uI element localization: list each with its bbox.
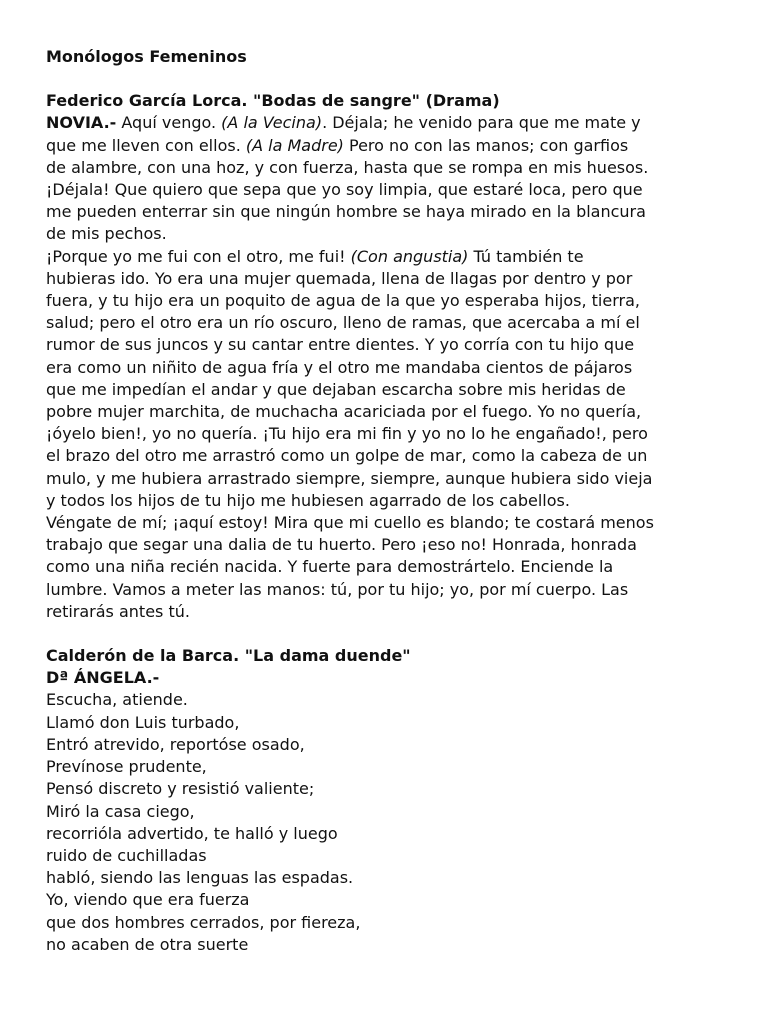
text-run: Llamó don Luis turbado, xyxy=(46,712,240,732)
stage-direction: (A la Vecina) xyxy=(221,113,323,133)
section-heading: Federico García Lorca. "Bodas de sangre" (Drama) xyxy=(46,91,500,111)
text-line xyxy=(46,889,736,911)
text-run: salud; pero el otro era un río oscuro, lleno de ramas, que acercaba a mí el xyxy=(46,313,640,333)
text-run: que dos hombres cerrados, por fiereza, xyxy=(46,912,361,932)
text-line xyxy=(46,223,736,245)
section-lorca xyxy=(46,90,736,623)
text-line xyxy=(46,667,736,689)
text-run: Pero no con las manos; con garfios xyxy=(343,135,629,155)
text-run: hubieras ido. Yo era una mujer quemada, llena de llagas por dentro y por xyxy=(46,268,633,288)
text-run: mulo, y me hubiera arrastrado siempre, siempre, aunque hubiera sido vieja xyxy=(46,468,653,488)
text-line xyxy=(46,912,736,934)
stage-direction: (A la Madre) xyxy=(245,135,344,155)
text-run: Miró la casa ciego, xyxy=(46,801,195,821)
section-body xyxy=(46,112,736,623)
stage-direction: (Con angustia) xyxy=(350,246,469,266)
text-run: que me impedían el andar y que dejaban escarcha sobre mis heridas de xyxy=(46,379,626,399)
text-line xyxy=(46,357,736,379)
text-line xyxy=(46,689,736,711)
text-line xyxy=(46,246,736,268)
text-run: no acaben de otra suerte xyxy=(46,934,249,954)
text-run: de mis pechos. xyxy=(46,224,167,244)
section-calderon xyxy=(46,645,736,956)
text-line xyxy=(46,512,736,534)
text-run: de alambre, con una hoz, y con fuerza, hasta que se rompa en mis huesos. xyxy=(46,157,649,177)
text-run: era como un niñito de agua fría y el otro me mandaba cientos de pájaros xyxy=(46,357,633,377)
text-line xyxy=(46,756,736,778)
text-run: Yo, viendo que era fuerza xyxy=(46,890,250,910)
section-body xyxy=(46,667,736,956)
text-run: recorrióla advertido, te halló y luego xyxy=(46,823,338,843)
text-line xyxy=(46,201,736,223)
text-run: me pueden enterrar sin que ningún hombre se haya mirado en la blancura xyxy=(46,202,646,222)
text-line xyxy=(46,179,736,201)
text-run: ¡óyelo bien!, yo no quería. ¡Tu hijo era mi fin y yo no lo he engañado!, pero xyxy=(46,424,648,444)
text-line xyxy=(46,268,736,290)
text-run: el brazo del otro me arrastró como un golpe de mar, como la cabeza de un xyxy=(46,446,648,466)
text-run: y todos los hijos de tu hijo me hubiesen agarrado de los cabellos. xyxy=(46,490,570,510)
text-line xyxy=(46,157,736,179)
text-line xyxy=(46,534,736,556)
text-run: Entró atrevido, reportóse osado, xyxy=(46,734,305,754)
text-run: Tú también te xyxy=(468,246,584,266)
text-run: como una niña recién nacida. Y fuerte para demostrártelo. Enciende la xyxy=(46,557,614,577)
text-run: . Déjala; he venido para que me mate y xyxy=(322,113,641,133)
text-line xyxy=(46,845,736,867)
text-run: pobre mujer marchita, de muchacha acariciada por el fuego. Yo no quería, xyxy=(46,402,642,422)
text-line xyxy=(46,867,736,889)
spacer xyxy=(46,68,736,90)
text-run: Véngate de mí; ¡aquí estoy! Mira que mi cuello es blando; te costará menos xyxy=(46,513,654,533)
text-run: lumbre. Vamos a meter las manos: tú, por tu hijo; yo, por mí cuerpo. Las xyxy=(46,579,629,599)
text-run: habló, siendo las lenguas las espadas. xyxy=(46,868,354,888)
text-run: rumor de sus juncos y su cantar entre dientes. Y yo corría con tu hijo que xyxy=(46,335,635,355)
text-run: ruido de cuchilladas xyxy=(46,845,207,865)
spacer xyxy=(46,623,736,645)
text-line xyxy=(46,801,736,823)
text-line xyxy=(46,823,736,845)
text-run: retirarás antes tú. xyxy=(46,601,190,621)
text-line xyxy=(46,712,736,734)
text-line xyxy=(46,934,736,956)
text-run: que me lleven con ellos. xyxy=(46,135,246,155)
text-run: fuera, y tu hijo era un poquito de agua de la que yo esperaba hijos, tierra, xyxy=(46,291,640,311)
text-line xyxy=(46,312,736,334)
text-line xyxy=(46,445,736,467)
text-run: ¡Déjala! Que quiero que sepa que yo soy limpia, que estaré loca, pero que xyxy=(46,180,643,200)
text-line xyxy=(46,490,736,512)
text-run: Escucha, atiende. xyxy=(46,690,188,710)
text-line xyxy=(46,401,736,423)
text-line xyxy=(46,734,736,756)
document-page xyxy=(46,46,736,956)
text-line xyxy=(46,379,736,401)
text-line xyxy=(46,135,736,157)
text-run: ¡Porque yo me fui con el otro, me fui! xyxy=(46,246,351,266)
speaker-label: Dª ÁNGELA.- xyxy=(46,668,160,688)
text-run: Prevínose prudente, xyxy=(46,757,207,777)
text-line xyxy=(46,112,736,134)
text-line xyxy=(46,556,736,578)
text-line xyxy=(46,601,736,623)
text-line xyxy=(46,579,736,601)
text-line xyxy=(46,334,736,356)
section-heading: Calderón de la Barca. "La dama duende" xyxy=(46,646,411,666)
speaker-label: NOVIA.- xyxy=(46,113,117,133)
text-run: Pensó discreto y resistió valiente; xyxy=(46,779,315,799)
text-line xyxy=(46,290,736,312)
text-run: Aquí vengo. xyxy=(116,113,222,133)
text-line xyxy=(46,468,736,490)
text-line xyxy=(46,423,736,445)
text-run: trabajo que segar una dalia de tu huerto. Pero ¡eso no! Honrada, honrada xyxy=(46,535,637,555)
document-title: Monólogos Femeninos xyxy=(46,47,247,66)
text-line xyxy=(46,778,736,800)
